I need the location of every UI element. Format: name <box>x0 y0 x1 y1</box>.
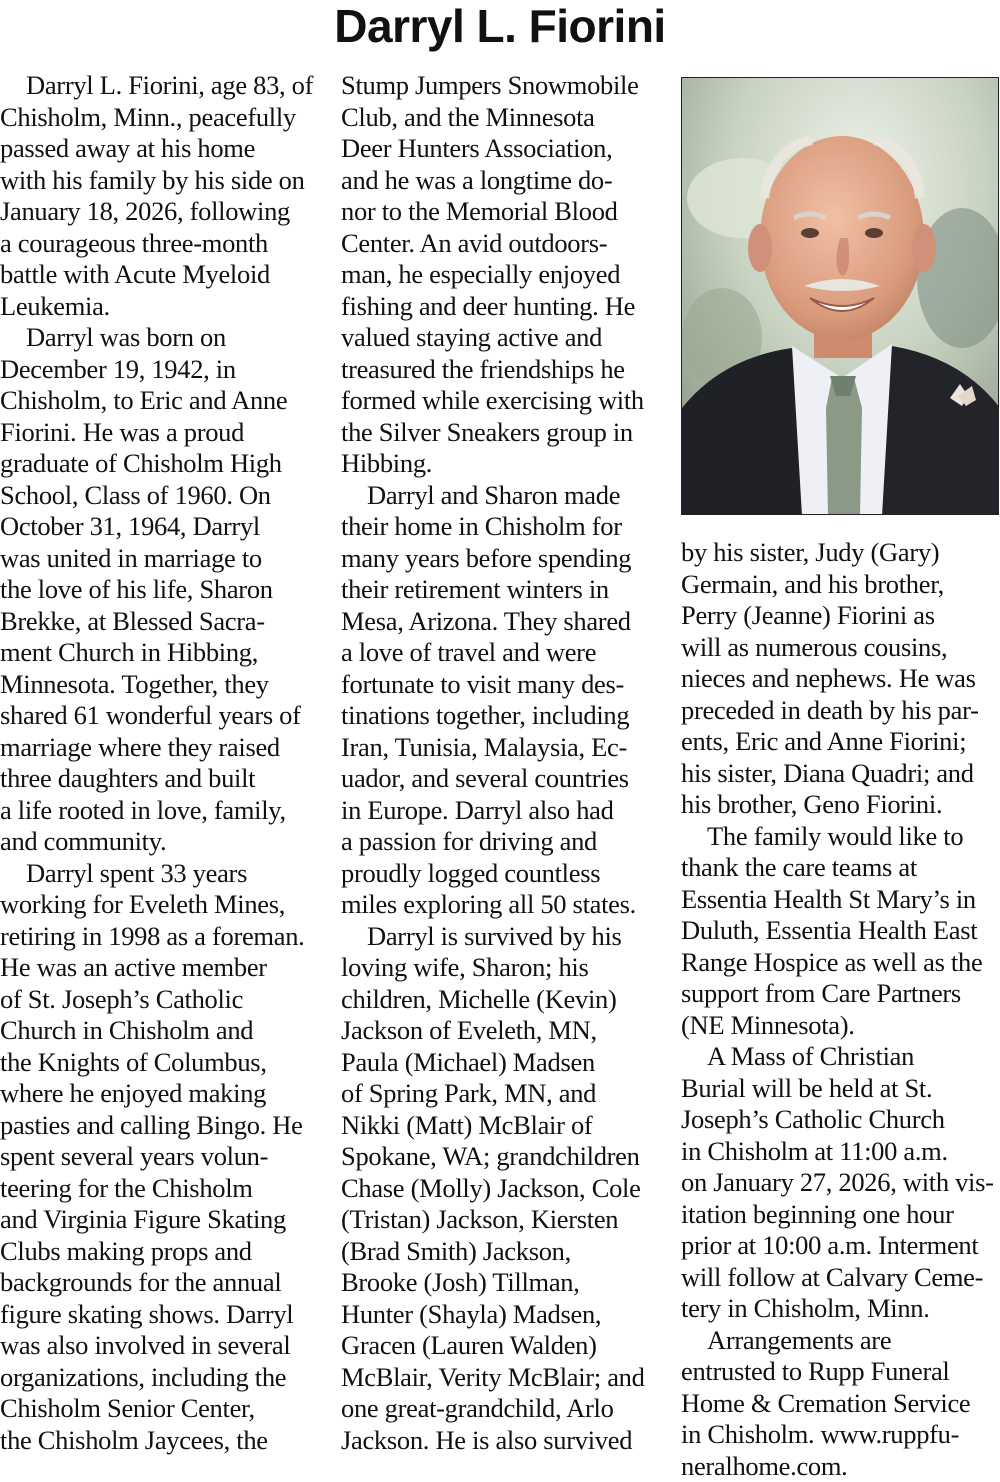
text-line: retiring in 1998 as a foreman. <box>0 921 325 953</box>
text-line: (Tristan) Jackson, Kiersten <box>341 1204 666 1236</box>
text-line: Iran, Tunisia, Malaysia, Ec- <box>341 732 666 764</box>
text-line: Chase (Molly) Jackson, Cole <box>341 1173 666 1205</box>
text-line: Brooke (Josh) Tillman, <box>341 1267 666 1299</box>
text-line: Minnesota. Together, they <box>0 669 325 701</box>
text-line: one great-grandchild, Arlo <box>341 1393 666 1425</box>
text-line: Gracen (Lauren Walden) <box>341 1330 666 1362</box>
text-line: many years before spending <box>341 543 666 575</box>
text-line: and he was a longtime do- <box>341 165 666 197</box>
text-line: support from Care Partners <box>681 978 1000 1010</box>
text-line: children, Michelle (Kevin) <box>341 984 666 1016</box>
text-line: Darryl L. Fiorini, age 83, of <box>0 70 325 102</box>
text-line: Darryl was born on <box>0 322 325 354</box>
text-line: spent several years volun- <box>0 1141 325 1173</box>
text-line: loving wife, Sharon; his <box>341 952 666 984</box>
text-line: his sister, Diana Quadri; and <box>681 758 1000 790</box>
text-line: Clubs making props and <box>0 1236 325 1268</box>
text-line: A Mass of Christian <box>681 1041 1000 1073</box>
text-line: (Brad Smith) Jackson, <box>341 1236 666 1268</box>
text-line: teering for the Chisholm <box>0 1173 325 1205</box>
text-line: will follow at Calvary Ceme- <box>681 1262 1000 1294</box>
text-line: battle with Acute Myeloid <box>0 259 325 291</box>
text-line: Chisholm, to Eric and Anne <box>0 385 325 417</box>
text-line: of Spring Park, MN, and <box>341 1078 666 1110</box>
text-line: in Chisholm at 11:00 a.m. <box>681 1136 1000 1168</box>
text-line: The family would like to <box>681 821 1000 853</box>
text-line: a courageous three-month <box>0 228 325 260</box>
text-line: marriage where they raised <box>0 732 325 764</box>
text-column-2 <box>341 70 666 1456</box>
text-line: Spokane, WA; grandchildren <box>341 1141 666 1173</box>
text-line: ents, Eric and Anne Fiorini; <box>681 726 1000 758</box>
text-line: Mesa, Arizona. They shared <box>341 606 666 638</box>
text-line: figure skating shows. Darryl <box>0 1299 325 1331</box>
text-line: in Chisholm. www.ruppfu- <box>681 1419 1000 1451</box>
text-line: a passion for driving and <box>341 826 666 858</box>
text-line: the love of his life, Sharon <box>0 574 325 606</box>
text-line: shared 61 wonderful years of <box>0 700 325 732</box>
portrait-photo <box>681 77 999 515</box>
text-line: man, he especially enjoyed <box>341 259 666 291</box>
text-line: Hibbing. <box>341 448 666 480</box>
text-line: Deer Hunters Association, <box>341 133 666 165</box>
text-line: backgrounds for the annual <box>0 1267 325 1299</box>
text-line: October 31, 1964, Darryl <box>0 511 325 543</box>
text-line: nor to the Memorial Blood <box>341 196 666 228</box>
text-line: neralhome.com. <box>681 1451 1000 1482</box>
text-line: itation beginning one hour <box>681 1199 1000 1231</box>
text-line: formed while exercising with <box>341 385 666 417</box>
text-line: Darryl is survived by his <box>341 921 666 953</box>
text-line: in Europe. Darryl also had <box>341 795 666 827</box>
text-line: Chisholm Senior Center, <box>0 1393 325 1425</box>
text-line: He was an active member <box>0 952 325 984</box>
obituary-title: Darryl L. Fiorini <box>0 0 1000 60</box>
text-line: organizations, including the <box>0 1362 325 1394</box>
text-line: a love of travel and were <box>341 637 666 669</box>
text-line: graduate of Chisholm High <box>0 448 325 480</box>
text-line: ment Church in Hibbing, <box>0 637 325 669</box>
text-line: passed away at his home <box>0 133 325 165</box>
text-line: miles exploring all 50 states. <box>341 889 666 921</box>
text-line: Burial will be held at St. <box>681 1073 1000 1105</box>
text-line: Hunter (Shayla) Madsen, <box>341 1299 666 1331</box>
text-line: Joseph’s Catholic Church <box>681 1104 1000 1136</box>
text-line: Center. An avid outdoors- <box>341 228 666 260</box>
text-line: Darryl and Sharon made <box>341 480 666 512</box>
text-line: Church in Chisholm and <box>0 1015 325 1047</box>
text-line: working for Eveleth Mines, <box>0 889 325 921</box>
text-line: with his family by his side on <box>0 165 325 197</box>
text-line: the Chisholm Jaycees, the <box>0 1425 325 1457</box>
text-line: fishing and deer hunting. He <box>341 291 666 323</box>
text-line: and community. <box>0 826 325 858</box>
text-line: Leukemia. <box>0 291 325 323</box>
text-line: three daughters and built <box>0 763 325 795</box>
text-line: of St. Joseph’s Catholic <box>0 984 325 1016</box>
text-line: proudly logged countless <box>341 858 666 890</box>
text-line: their retirement winters in <box>341 574 666 606</box>
text-line: (NE Minnesota). <box>681 1010 1000 1042</box>
text-line: on January 27, 2026, with vis- <box>681 1167 1000 1199</box>
text-line: Chisholm, Minn., peacefully <box>0 102 325 134</box>
text-line: Darryl spent 33 years <box>0 858 325 890</box>
text-line: nieces and nephews. He was <box>681 663 1000 695</box>
text-line: fortunate to visit many des- <box>341 669 666 701</box>
text-line: Perry (Jeanne) Fiorini as <box>681 600 1000 632</box>
text-line: December 19, 1942, in <box>0 354 325 386</box>
text-line: Germain, and his brother, <box>681 569 1000 601</box>
text-line: uador, and several countries <box>341 763 666 795</box>
text-line: Range Hospice as well as the <box>681 947 1000 979</box>
text-line: Nikki (Matt) McBlair of <box>341 1110 666 1142</box>
text-line: Arrangements are <box>681 1325 1000 1357</box>
text-line: Paula (Michael) Madsen <box>341 1047 666 1079</box>
text-line: and Virginia Figure Skating <box>0 1204 325 1236</box>
text-line: Stump Jumpers Snowmobile <box>341 70 666 102</box>
text-line: Jackson of Eveleth, MN, <box>341 1015 666 1047</box>
text-line: treasured the friendships he <box>341 354 666 386</box>
text-line: Duluth, Essentia Health East <box>681 915 1000 947</box>
text-column-3 <box>681 537 1000 1482</box>
text-line: a life rooted in love, family, <box>0 795 325 827</box>
text-line: pasties and calling Bingo. He <box>0 1110 325 1142</box>
text-line: thank the care teams at <box>681 852 1000 884</box>
text-line: the Silver Sneakers group in <box>341 417 666 449</box>
text-line: Jackson. He is also survived <box>341 1425 666 1457</box>
text-line: their home in Chisholm for <box>341 511 666 543</box>
text-line: tery in Chisholm, Minn. <box>681 1293 1000 1325</box>
text-line: his brother, Geno Fiorini. <box>681 789 1000 821</box>
text-line: Fiorini. He was a proud <box>0 417 325 449</box>
text-line: School, Class of 1960. On <box>0 480 325 512</box>
text-line: will as numerous cousins, <box>681 632 1000 664</box>
text-line: entrusted to Rupp Funeral <box>681 1356 1000 1388</box>
text-line: where he enjoyed making <box>0 1078 325 1110</box>
text-line: prior at 10:00 a.m. Interment <box>681 1230 1000 1262</box>
text-line: Club, and the Minnesota <box>341 102 666 134</box>
text-line: Brekke, at Blessed Sacra- <box>0 606 325 638</box>
text-line: the Knights of Columbus, <box>0 1047 325 1079</box>
text-line: Home & Cremation Service <box>681 1388 1000 1420</box>
text-line: preceded in death by his par- <box>681 695 1000 727</box>
text-line: was also involved in several <box>0 1330 325 1362</box>
text-line: Essentia Health St Mary’s in <box>681 884 1000 916</box>
text-line: January 18, 2026, following <box>0 196 325 228</box>
text-line: McBlair, Verity McBlair; and <box>341 1362 666 1394</box>
text-line: was united in marriage to <box>0 543 325 575</box>
text-line: by his sister, Judy (Gary) <box>681 537 1000 569</box>
text-line: tinations together, including <box>341 700 666 732</box>
text-column-1 <box>0 70 325 1456</box>
text-line: valued staying active and <box>341 322 666 354</box>
